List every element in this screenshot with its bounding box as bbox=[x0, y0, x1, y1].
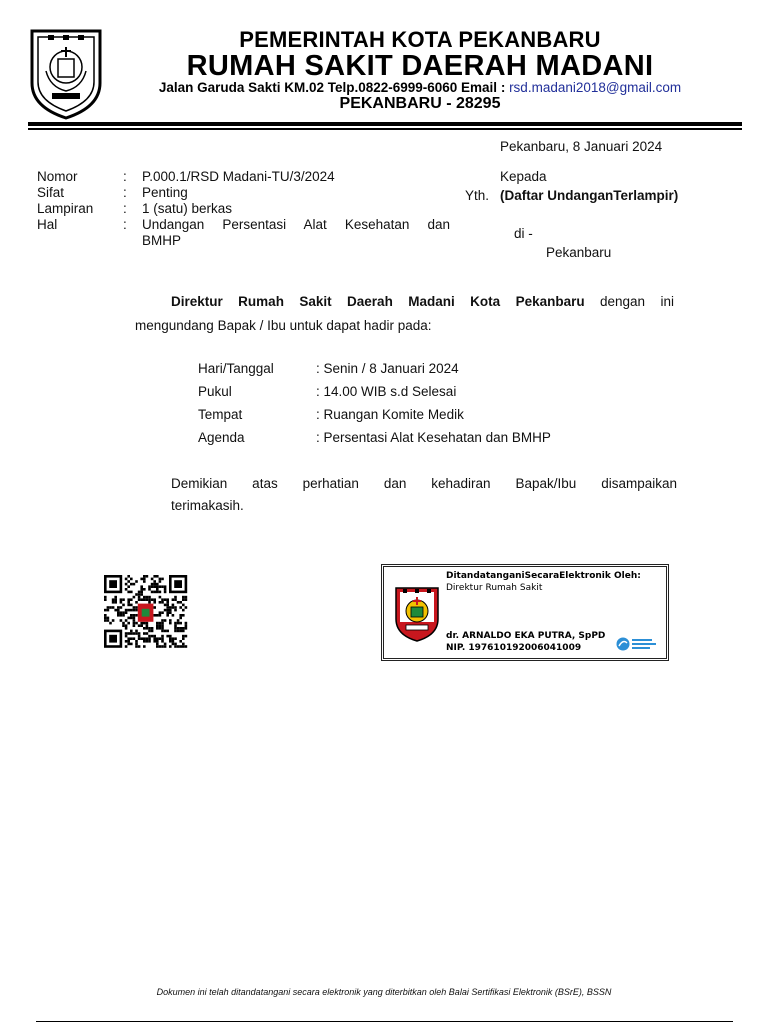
recipient-kepada: Kepada bbox=[500, 169, 547, 184]
sig-nip: NIP. 197610192006041009 bbox=[446, 643, 582, 653]
body-intro-line2: mengundang Bapak / Ibu untuk dapat hadir pada: bbox=[135, 318, 432, 333]
detail-value: : Senin / 8 Januari 2024 bbox=[316, 361, 459, 376]
recipient-di: di - bbox=[514, 226, 533, 241]
header-address-text: Jalan Garuda Sakti KM.02 Telp.0822-6999-6060 Email : bbox=[158, 80, 510, 95]
meta-value: Penting bbox=[142, 185, 188, 200]
detail-key: Tempat bbox=[198, 407, 243, 422]
closing-line1: Demikian atas perhatian dan kehadiran Bapak/Ibu disampaikan bbox=[171, 476, 677, 491]
header-rule-thin bbox=[28, 128, 742, 130]
meta-value-cont: BMHP bbox=[142, 233, 182, 248]
bsre-logo-icon bbox=[615, 635, 659, 653]
meta-label: Sifat bbox=[37, 185, 65, 200]
meta-label: Hal bbox=[37, 217, 58, 232]
detail-key: Hari/Tanggal bbox=[198, 361, 274, 376]
detail-value: : 14.00 WIB s.d Selesai bbox=[316, 384, 457, 399]
detail-value: : Persentasi Alat Kesehatan dan BMHP bbox=[316, 430, 551, 445]
meta-colon: : bbox=[123, 169, 127, 184]
qr-code-icon bbox=[104, 575, 189, 649]
body-intro-rest: dengan ini bbox=[584, 294, 674, 309]
header-government-name: PEMERINTAH KOTA PEKANBARU bbox=[239, 27, 601, 52]
electronic-signature-box bbox=[383, 566, 667, 659]
header-city-zip: PEKANBARU - 28295 bbox=[339, 95, 501, 112]
detail-key: Pukul bbox=[198, 384, 232, 399]
recipient-addressee: (Daftar UndanganTerlampir) bbox=[500, 188, 679, 203]
closing-line2: terimakasih. bbox=[171, 498, 244, 513]
sig-position: Direktur Rumah Sakit bbox=[446, 583, 543, 593]
recipient-city: Pekanbaru bbox=[546, 245, 612, 260]
header-address bbox=[130, 80, 710, 95]
meta-value: P.000.1/RSD Madani-TU/3/2024 bbox=[142, 169, 335, 184]
pekanbaru-emblem-icon bbox=[28, 27, 104, 121]
recipient-yth: Yth. bbox=[465, 188, 490, 203]
meta-value: 1 (satu) berkas bbox=[142, 201, 233, 216]
sig-name: dr. ARNALDO EKA PUTRA, SpPD bbox=[446, 631, 606, 641]
footer-note: Dokumen ini telah ditandatangani secara elektronik yang diterbitkan oleh Balai Sertifikasi Elektronik (BSrE), BSSN bbox=[156, 987, 612, 997]
meta-colon: : bbox=[123, 185, 127, 200]
meta-value: Undangan Persentasi Alat Kesehatan dan bbox=[142, 217, 450, 232]
header-hospital-name: RUMAH SAKIT DAERAH MADANI bbox=[186, 50, 654, 82]
sig-title: DitandatanganiSecaraElektronik Oleh: bbox=[446, 571, 641, 581]
place-date: Pekanbaru, 8 Januari 2024 bbox=[500, 139, 663, 154]
meta-label: Nomor bbox=[37, 169, 78, 184]
meta-label: Lampiran bbox=[37, 201, 94, 216]
footer-rule bbox=[36, 1021, 733, 1022]
detail-value: : Ruangan Komite Medik bbox=[316, 407, 464, 422]
hospital-emblem-icon bbox=[393, 585, 441, 643]
header-rule-thick bbox=[28, 122, 742, 126]
meta-colon: : bbox=[123, 217, 127, 232]
detail-key: Agenda bbox=[198, 430, 245, 445]
meta-colon: : bbox=[123, 201, 127, 216]
body-intro-bold: Direktur Rumah Sakit Daerah Madani Kota Pekanbaru bbox=[171, 294, 585, 309]
header-email[interactable]: rsd.madani2018@gmail.com bbox=[509, 80, 682, 95]
body-intro-line1 bbox=[171, 294, 674, 310]
